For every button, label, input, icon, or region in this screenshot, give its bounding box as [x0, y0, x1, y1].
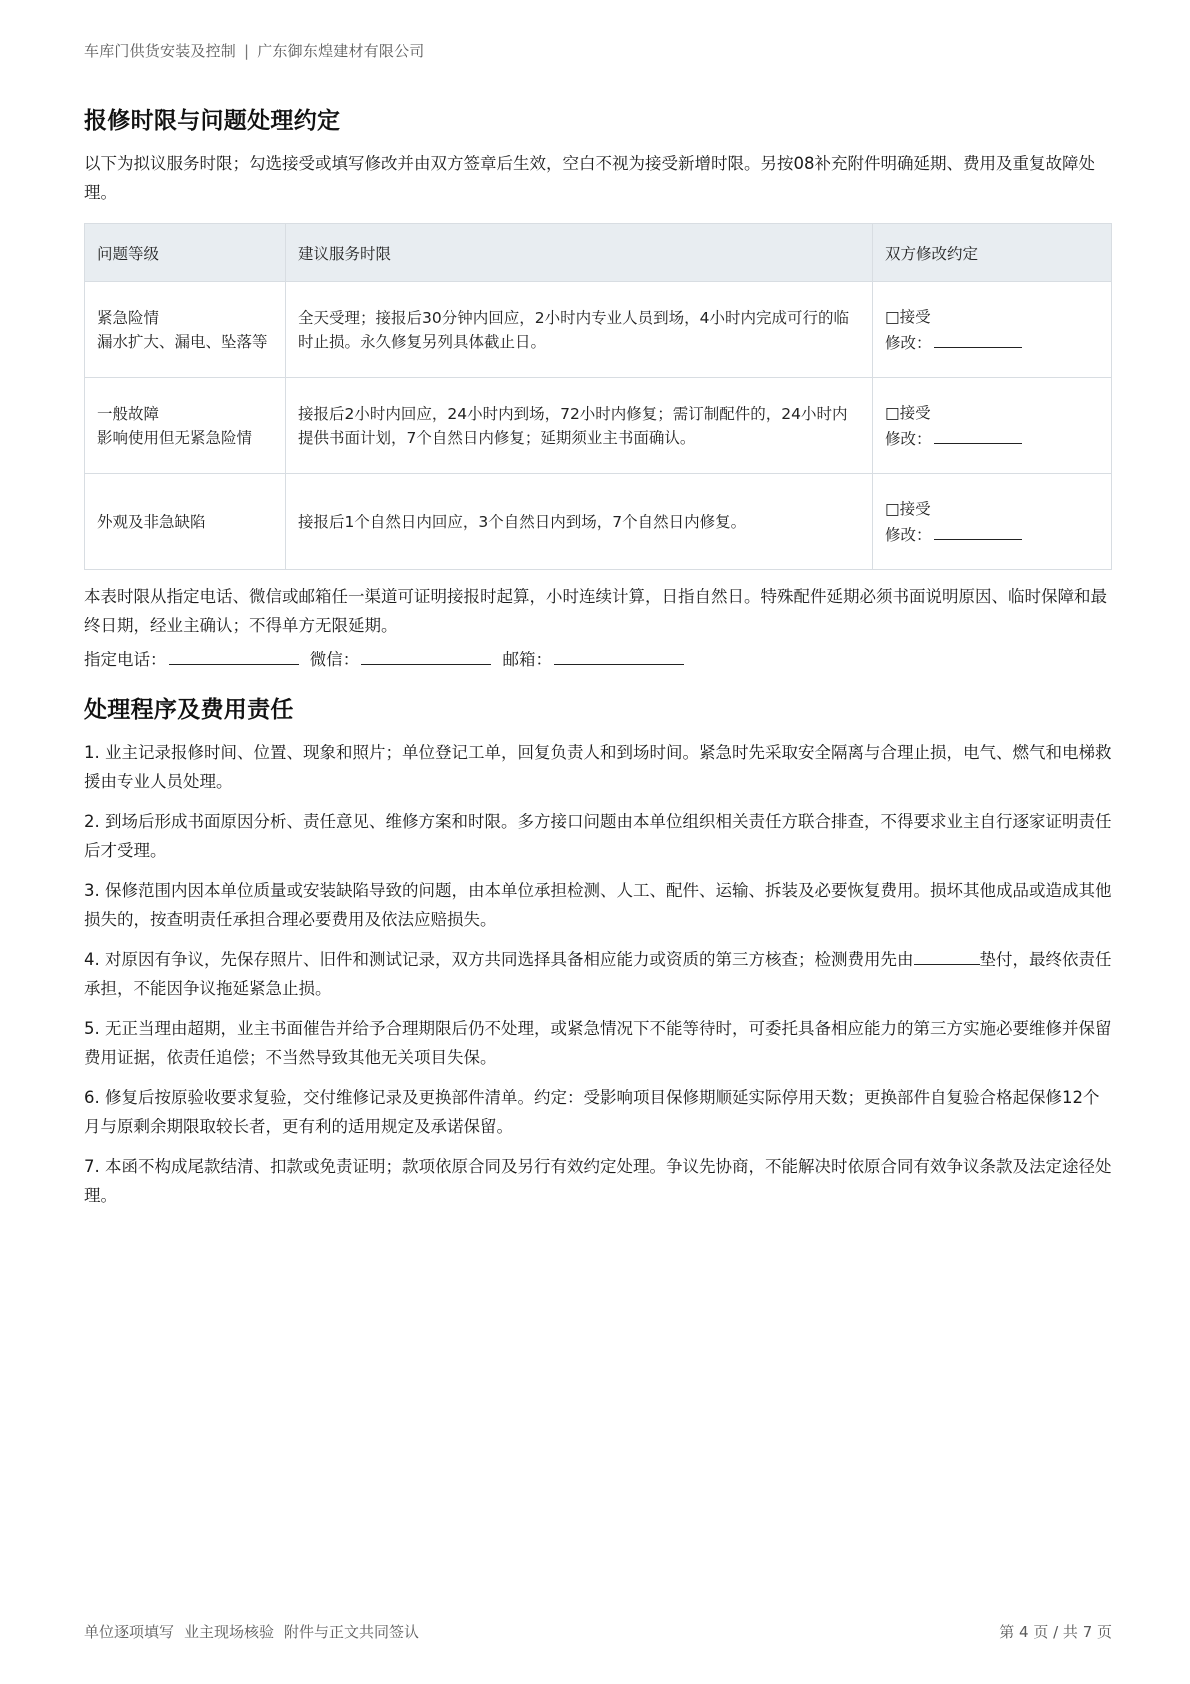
- limit-cell: 全天受理；接报后30分钟内回应，2小时内专业人员到场，4小时内完成可行的临时止损。永久修复另列具体截止日。: [286, 282, 873, 378]
- payer-blank[interactable]: [914, 946, 980, 965]
- section-title-procedure: 处理程序及费用责任: [84, 697, 294, 723]
- modify-blank[interactable]: [934, 329, 1022, 348]
- table-row: [85, 378, 1112, 474]
- level-name: 一般故障: [97, 404, 160, 423]
- wechat-blank[interactable]: [361, 646, 491, 665]
- level-description: 影响使用但无紧急险情: [97, 428, 253, 447]
- column-header-level: 问题等级: [85, 224, 286, 282]
- service-limit-table: [84, 223, 1112, 570]
- main-content: [84, 102, 1112, 1221]
- list-item: 7. 本函不构成尾款结清、扣款或免责证明；款项依原合同及另行有效约定处理。争议先协商，不能解决时依原合同有效争议条款及法定途径处理。: [84, 1157, 1112, 1205]
- page-number: 第 4 页 / 共 7 页: [999, 1623, 1112, 1641]
- modification-cell: [873, 474, 1112, 570]
- list-item: [84, 945, 1112, 1003]
- section-title-repair-limits: 报修时限与问题处理约定: [84, 108, 341, 134]
- list-item: 6. 修复后按原验收要求复验，交付维修记录及更换部件清单。约定：受影响项目保修期顺延实际停用天数；更换部件自复验合格起保修12个月与原剩余期限取较长者，更有利的适用规定及承诺保留。: [84, 1088, 1100, 1136]
- company-name: 广东御东煌建材有限公司: [257, 42, 425, 60]
- procedure-list: [84, 738, 1112, 1210]
- list-item: 5. 无正当理由超期，业主书面催告并给予合理期限后仍不处理，或紧急情况下不能等待时，可委托具备相应能力的第三方实施必要维修并保留费用证据，依责任追偿；不当然导致其他无关项目失保。: [84, 1019, 1112, 1067]
- modification-cell: [873, 378, 1112, 474]
- level-cell: [85, 282, 286, 378]
- phone-label: 指定电话：: [84, 650, 167, 669]
- phone-blank[interactable]: [169, 646, 299, 665]
- list-item: 1. 业主记录报修时间、位置、现象和照片；单位登记工单，回复负责人和到场时间。紧急时先采取安全隔离与合理止损，电气、燃气和电梯救援由专业人员处理。: [84, 743, 1112, 791]
- footer-note: 单位逐项填写: [84, 1623, 175, 1641]
- wechat-label: 微信：: [309, 650, 360, 669]
- accept-checkbox[interactable]: □接受: [885, 307, 931, 326]
- modify-label: 修改：: [885, 429, 932, 448]
- modify-blank[interactable]: [934, 425, 1022, 444]
- table-header-row: [85, 224, 1112, 282]
- column-header-modification: 双方修改约定: [873, 224, 1112, 282]
- list-item: 3. 保修范围内因本单位质量或安装缺陷导致的问题，由本单位承担检测、人工、配件、运输、拆装及必要恢复费用。损坏其他成品或造成其他损失的，按查明责任承担合理必要费用及依法应赔损失。: [84, 881, 1112, 929]
- level-name: 紧急险情: [97, 308, 160, 327]
- modify-field: [885, 425, 1099, 451]
- level-cell: [85, 378, 286, 474]
- table-row: [85, 474, 1112, 570]
- header-separator: |: [244, 42, 250, 60]
- item4-tail: 垫付，最终依责任承担，不能因争议拖延紧急止损。: [84, 950, 1112, 998]
- limit-cell: 接报后2小时内回应，24小时内到场，72小时内修复；需订制配件的，24小时内提供书面计划，7个自然日内修复；延期须业主书面确认。: [286, 378, 873, 474]
- email-label: 邮箱：: [502, 650, 552, 669]
- modify-field: [885, 329, 1099, 355]
- list-item: 2. 到场后形成书面原因分析、责任意见、维修方案和时限。多方接口问题由本单位组织相关责任方联合排查，不得要求业主自行逐家证明责任后才受理。: [84, 812, 1112, 860]
- accept-checkbox[interactable]: □接受: [885, 499, 931, 518]
- page-footer: [84, 1621, 1112, 1642]
- modify-field: [885, 521, 1099, 547]
- modify-blank[interactable]: [934, 521, 1022, 540]
- section-intro: 以下为拟议服务时限；勾选接受或填写修改并由双方签章后生效，空白不视为接受新增时限。另按08补充附件明确延期、费用及重复故障处理。: [84, 154, 1095, 202]
- time-limit-note: 本表时限从指定电话、微信或邮箱任一渠道可证明接报时起算，小时连续计算，日指自然日。特殊配件延期必须书面说明原因、临时保障和最终日期，经业主确认；不得单方无限延期。: [84, 587, 1107, 635]
- doc-title: 车库门供货安装及控制: [84, 42, 237, 60]
- level-name: 外观及非急缺陷: [97, 512, 206, 531]
- email-blank[interactable]: [554, 646, 684, 665]
- limit-cell: 接报后1个自然日内回应，3个自然日内到场，7个自然日内修复。: [286, 474, 873, 570]
- contact-fields: [84, 646, 1112, 673]
- modification-cell: [873, 282, 1112, 378]
- accept-checkbox[interactable]: □接受: [885, 403, 931, 422]
- level-description: 漏水扩大、漏电、坠落等: [97, 332, 268, 351]
- table-row: [85, 282, 1112, 378]
- level-cell: [85, 474, 286, 570]
- footer-notes: [84, 1621, 429, 1642]
- modify-label: 修改：: [885, 525, 932, 544]
- column-header-limit: 建议服务时限: [286, 224, 873, 282]
- footer-note: 附件与正文共同签认: [284, 1623, 420, 1641]
- page-header: [84, 40, 424, 61]
- footer-note: 业主现场核验: [184, 1623, 275, 1641]
- item4-text: 4. 对原因有争议，先保存照片、旧件和测试记录，双方共同选择具备相应能力或资质的第三方核查；检测费用先由: [84, 950, 914, 969]
- modify-label: 修改：: [885, 333, 932, 352]
